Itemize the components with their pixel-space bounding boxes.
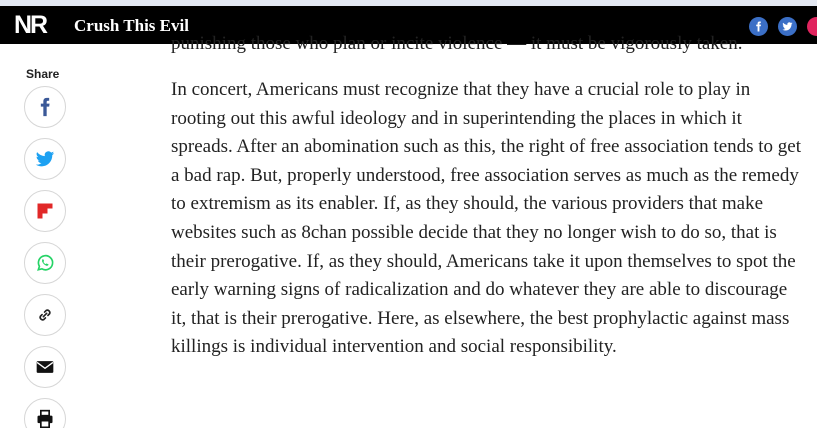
whatsapp-icon bbox=[35, 253, 55, 273]
twitter-icon bbox=[35, 149, 55, 169]
header-flipboard-icon[interactable] bbox=[807, 17, 817, 36]
header-article-title: Crush This Evil bbox=[74, 16, 189, 35]
clipped-previous-line: punishing those who plan or incite violence — it must be vigorously taken. bbox=[171, 33, 743, 54]
share-flipboard-button[interactable] bbox=[24, 190, 66, 232]
share-twitter-button[interactable] bbox=[24, 138, 66, 180]
share-copy-link-button[interactable] bbox=[24, 294, 66, 336]
header-facebook-icon[interactable] bbox=[749, 17, 768, 36]
share-facebook-button[interactable] bbox=[24, 86, 66, 128]
share-email-button[interactable] bbox=[24, 346, 66, 388]
flipboard-icon bbox=[35, 201, 55, 221]
share-label: Share bbox=[26, 67, 60, 81]
header-share-icons bbox=[749, 17, 816, 36]
share-whatsapp-button[interactable] bbox=[24, 242, 66, 284]
print-icon bbox=[35, 409, 55, 428]
nr-logo[interactable]: NR bbox=[14, 11, 47, 39]
link-icon bbox=[35, 305, 55, 325]
header-twitter-icon[interactable] bbox=[778, 17, 797, 36]
email-icon bbox=[35, 357, 55, 377]
share-print-button[interactable] bbox=[24, 398, 66, 428]
facebook-icon bbox=[35, 97, 55, 117]
article-paragraph: In concert, Americans must recognize that they have a crucial role to play in rooting out this awful ideology and in superintending the places in which it spreads. After an abomination such as this, the right of free association tends to get a bad rap. But, properly understood, free association serves as much as the remedy to extremism as its enabler. If, as they should, the various providers that make websites such as 8chan possible decide that they no longer wish to do so, that is their prerogative. If, as they should, Americans take it upon themselves to spot the early warning signs of radicalization and do whatever they are able to discourage it, that is their prerogative. Here, as elsewhere, the best prophylactic against mass killings is individual intervention and social responsibility. bbox=[171, 79, 802, 358]
